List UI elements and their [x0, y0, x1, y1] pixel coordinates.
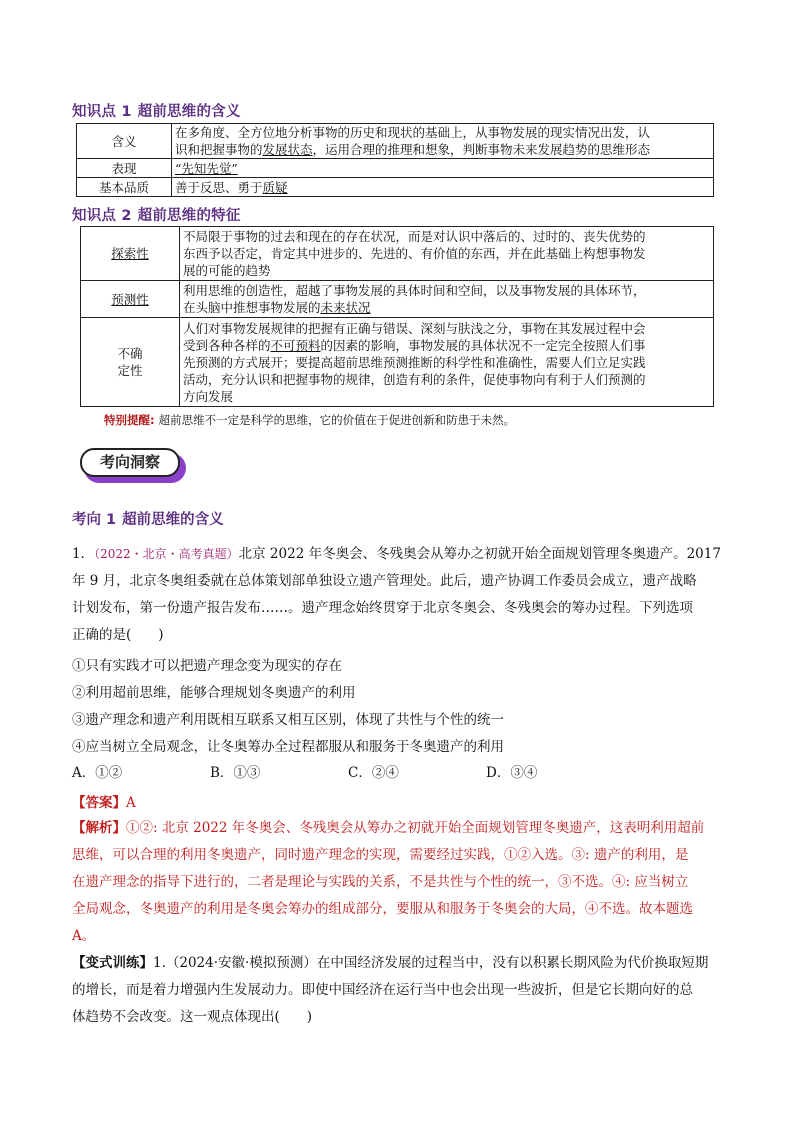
kp2-row-uncertainty: [81, 318, 714, 407]
explanation: [72, 815, 724, 950]
kp2-prediction-line1: 利用思维的创造性，超越了事物发展的具体时间和空间，以及事物发展的具体环节，: [183, 283, 646, 298]
choice-a[interactable]: A．①②: [72, 765, 123, 781]
kp1-meaning-line2: [175, 141, 710, 158]
answer-line: [72, 791, 136, 811]
choice-c[interactable]: C．②④: [348, 765, 399, 781]
training-line1: [72, 950, 724, 977]
kp1-title: 超前思维的含义: [137, 104, 241, 120]
badge-label: 考向洞察: [99, 453, 160, 471]
kp1-meaning-line1: 在多角度、全方位地分析事物的历史和现状的基础上，从事物发展的现实情况出发，认: [175, 125, 651, 140]
kp1-quality-underline: 质疑: [262, 179, 288, 195]
statement-1: ①只有实践才可以把遗产理念变为现实的存在: [72, 658, 342, 674]
kp2-number: 知识点 2: [72, 208, 132, 224]
explanation-line3: 在遗产理念的指导下进行的，二者是理论与实践的关系，不是共性与个性的统一，③不选。④: 应当树立: [72, 874, 689, 890]
kp2-label-prediction: [81, 281, 180, 318]
question-stem-line2: 年 9 月，北京冬奥组委就在总体策划部单独设立遗产管理处。此后，遗产协调工作委员会成立，遗产战略: [72, 573, 697, 589]
answer-value: A: [126, 795, 136, 811]
kp2-exploration-line2: 东西予以否定，肯定其中进步的、先进的、有价值的东西，并在此基础上构想事物发: [183, 246, 646, 261]
kp2-uncertainty-line2: [183, 337, 710, 354]
statement-3: ③遗产理念和遗产利用既相互联系又相互区别，体现了共性与个性的统一: [72, 712, 504, 728]
choice-d[interactable]: D．③④: [486, 765, 538, 781]
kp2-uncertainty-underline: 不可预料: [270, 337, 321, 353]
question-stem-line3: 计划发布，第一份遗产报告发布……。遗产理念始终贯穿于北京冬奥会、冬残奥会的筹办过程。下列选项: [72, 600, 693, 616]
kp1-row-meaning: [77, 124, 714, 159]
kp2-label-uncertainty-2: 定性: [117, 363, 143, 378]
kp2-row-exploration: [81, 227, 714, 281]
kp1-table: [76, 123, 714, 197]
kp2-label-exploration: [81, 227, 180, 281]
kp2-prediction-text: [180, 281, 714, 318]
kp1-row-performance: [77, 159, 714, 178]
kp2-exploration-line3: 展的可能的趋势: [183, 263, 271, 278]
kp1-meaning-text: [172, 124, 714, 159]
section-badge: [80, 448, 188, 484]
kp2-prediction-line2a: 在头脑中推想事物发展的: [183, 300, 321, 315]
answer-label: 【答案】: [72, 795, 126, 811]
kp2-label-uncertainty: [81, 318, 180, 407]
direction-1-heading: [72, 508, 230, 529]
kp1-meaning-underline: 发展状态: [262, 142, 313, 157]
kp2-uncertainty-line1: 人们对事物发展规律的把握有正确与错误、深刻与肤浅之分，事物在其发展过程中会: [183, 320, 646, 336]
variant-training: [72, 950, 724, 1031]
knowledge-point-2-heading: [72, 204, 247, 225]
kp1-label-meaning: 含义: [77, 124, 172, 159]
training-line3: 体趋势不会改变。这一观点体现出( ): [72, 1009, 313, 1025]
explanation-line5: A。: [72, 928, 96, 944]
training-line2: 的增长，而是着力增强内生发展动力。即使中国经济在运行当中也会出现一些波折，但是它长期向好的总: [72, 982, 693, 998]
kp1-label-performance: 表现: [77, 159, 172, 178]
direction-1-number: 考向 1: [72, 512, 117, 528]
training-label: 【变式训练】: [72, 955, 153, 971]
kp1-meaning-line2b: ，运用合理的推理和想象，判断事物未来发展趋势的思维形态: [312, 142, 651, 157]
kp2-uncertainty-line5: 方向发展: [183, 388, 234, 404]
question-stem-text1: 北京 2022 年冬奥会、冬残奥会从筹办之初就开始全面规划管理冬奥遗产。2017: [238, 546, 721, 562]
kp2-label-uncertainty-1: 不确: [117, 346, 143, 361]
question-stem-line1: [72, 541, 724, 568]
choice-b[interactable]: B．①③: [210, 765, 261, 781]
kp1-row-quality: [77, 178, 714, 197]
kp2-label-prediction-text: 预测性: [111, 291, 149, 307]
statement-2: ②利用超前思维，能够合理规划冬奥遗产的利用: [72, 685, 356, 701]
kp2-label-exploration-text: 探索性: [111, 246, 149, 261]
kp1-quality-text: [172, 178, 714, 197]
question-1-stem: [72, 541, 724, 649]
special-reminder-label: 特别提醒:: [104, 413, 155, 427]
kp1-quality-a: 善于反思、勇于: [175, 179, 263, 195]
special-reminder-text: 超前思维不一定是科学的思维，它的价值在于促进创新和防患于未然。: [158, 413, 516, 427]
direction-1-title: 超前思维的含义: [122, 512, 224, 528]
kp2-row-prediction: [81, 281, 714, 318]
kp2-exploration-text: [180, 227, 714, 281]
kp2-uncertainty-line2b: 的因素的影响，事物发展的具体状况不一定完全按照人们事: [320, 337, 646, 353]
kp2-table: [80, 226, 714, 407]
explanation-text1: ①②: 北京 2022 年冬奥会、冬残奥会从筹办之初就开始全面规划管理冬奥遗产，这表明利用超前: [126, 820, 705, 836]
kp1-label-quality: 基本品质: [77, 178, 172, 197]
kp2-title: 超前思维的特征: [137, 208, 241, 224]
training-text1: 1.（2024·安徽·模拟预测）在中国经济发展的过程当中，没有以积累长期风险为代价换取短期: [153, 955, 709, 971]
kp1-number: 知识点 1: [72, 104, 132, 120]
knowledge-point-1-heading: [72, 100, 247, 121]
statement-4: ④应当树立全局观念，让冬奥筹办全过程都服从和服务于冬奥遗产的利用: [72, 739, 504, 755]
kp2-uncertainty-text: [180, 318, 714, 407]
explanation-line2: 思维，可以合理的利用冬奥遗产，同时遗产理念的实现，需要经过实践，①②入选。③: 遗产的利用，是: [72, 847, 689, 863]
kp2-uncertainty-line3: 先预测的方式展开；要提高超前思维预测推断的科学性和准确性，需要人们立足实践: [183, 354, 646, 370]
explanation-line4: 全局观念，冬奥遗产的利用是冬奥会筹办的组成部分，要服从和服务于冬奥会的大局，④不选。故本题选: [72, 901, 693, 917]
kp2-uncertainty-line4: 活动，充分认识和把握事物的规律，创造有利的条件，促使事物向有利于人们预测的: [183, 371, 646, 387]
kp2-prediction-line2: [183, 299, 710, 316]
explanation-label: 【解析】: [72, 820, 126, 836]
kp2-prediction-underline: 未来状况: [320, 300, 371, 315]
question-source: （2022・北京・高考真题）: [94, 547, 239, 561]
answer-choices: [72, 761, 672, 781]
question-stem-line4: 正确的是( ): [72, 627, 164, 643]
question-number: 1．: [72, 546, 95, 562]
explanation-line1: [72, 815, 724, 842]
special-reminder: [104, 412, 515, 428]
kp1-performance-text: “先知先觉”: [175, 160, 238, 176]
kp1-meaning-line2a: 识和把握事物的: [175, 142, 263, 157]
kp2-uncertainty-line2a: 受到各种各样的: [183, 337, 271, 353]
kp2-exploration-line1: 不局限于事物的过去和现在的存在状况，而是对认识中落后的、过时的、丧失优势的: [183, 229, 646, 244]
